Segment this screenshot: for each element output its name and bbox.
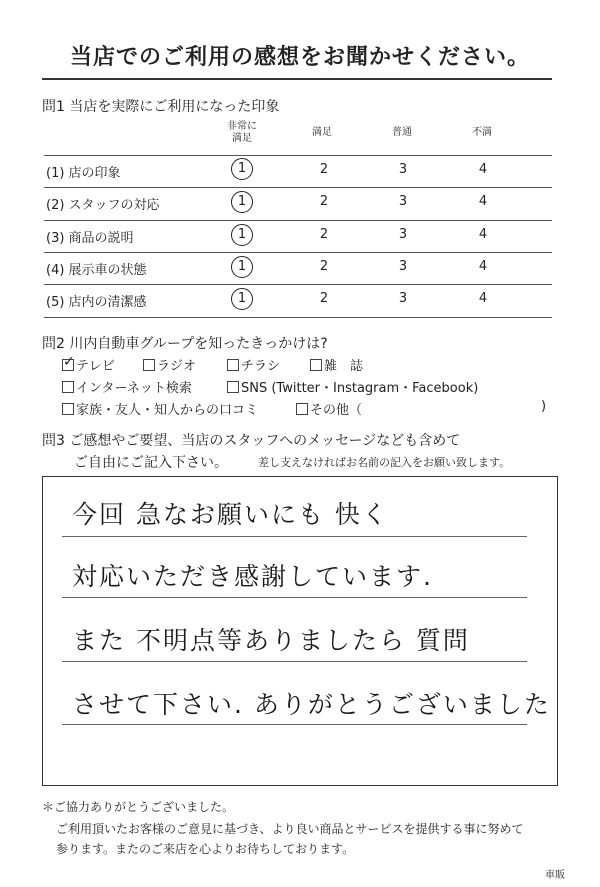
row-label-product-explanation: (3) 商品の説明	[46, 231, 134, 246]
rating-3[interactable]: 3	[398, 291, 408, 306]
row-divider	[44, 220, 552, 221]
option-tv[interactable]: ✓ テレビ	[63, 354, 115, 374]
row-label-store-cleanliness: (5) 店内の清潔感	[46, 295, 147, 310]
rating-4[interactable]: 4	[478, 227, 488, 242]
col-header-neutral: 普通	[392, 127, 412, 138]
form-title: 当店でのご利用の感想をお聞かせください。	[69, 45, 530, 70]
footer-line2: ご利用頂いたお客様のご意見に基づき、より良い商品とサービスを提供する事に努めて	[56, 822, 524, 836]
option-internet-search[interactable]: インターネット検索	[62, 377, 192, 396]
col-header-satisfied: 満足	[312, 127, 332, 138]
rating-2[interactable]: 2	[319, 194, 329, 209]
rating-4[interactable]: 4	[478, 259, 488, 274]
option-word-of-mouth[interactable]: 家族・友人・知人からの口コミ	[62, 399, 258, 418]
checkbox-icon[interactable]	[227, 381, 239, 393]
option-magazine[interactable]: 雑 誌	[310, 355, 363, 374]
option-sns[interactable]: SNS (Twitter・Instagram・Facebook)	[227, 377, 478, 396]
checkbox-icon[interactable]	[62, 381, 74, 393]
q2-label: 問2 川内自動車グループを知ったきっかけは?	[42, 336, 328, 352]
row-label-staff-response: (2) スタッフの対応	[46, 198, 160, 213]
rating-1-selected[interactable]: 1	[231, 191, 253, 213]
q3-line2: ご自由にご記入下さい。	[74, 455, 228, 471]
checkbox-icon[interactable]	[310, 359, 322, 371]
option-other-close-paren: )	[541, 399, 547, 414]
option-flyer[interactable]: チラシ	[227, 355, 280, 374]
handwritten-line-3: また 不明点等ありましたら 質問	[72, 626, 470, 655]
checkbox-checked-icon[interactable]: ✓	[63, 354, 75, 370]
col-header-very-satisfied: 非常に 満足	[227, 121, 257, 144]
option-other[interactable]: その他（	[296, 399, 362, 418]
q3-name-note: 差し支えなければお名前の記入をお願い致します。	[258, 456, 511, 469]
row-divider	[44, 187, 552, 188]
department-label: 車販	[545, 870, 565, 881]
row-divider	[44, 284, 552, 285]
row-label-store-impression: (1) 店の印象	[46, 166, 121, 181]
rating-3[interactable]: 3	[398, 227, 408, 242]
handwritten-line-2: 対応いただき感謝しています.	[72, 562, 433, 591]
comment-rule	[62, 661, 527, 662]
row-divider	[44, 317, 552, 318]
checkbox-icon[interactable]	[227, 359, 239, 371]
rating-4[interactable]: 4	[478, 162, 488, 177]
handwritten-line-4: させて下さい. ありがとうございました	[72, 690, 551, 719]
q3-label: 問3 ご感想やご要望、当店のスタッフへのメッセージなども含めて	[42, 433, 461, 449]
rating-4[interactable]: 4	[478, 194, 488, 209]
handwritten-line-1: 今回 急なお願いにも 快く	[72, 500, 389, 529]
rating-3[interactable]: 3	[398, 194, 408, 209]
rating-1-selected[interactable]: 1	[231, 288, 253, 310]
rating-2[interactable]: 2	[319, 227, 329, 242]
comment-rule	[62, 536, 527, 537]
col-header-dissatisfied: 不満	[472, 127, 492, 138]
rating-3[interactable]: 3	[398, 259, 408, 274]
option-radio[interactable]: ラジオ	[143, 355, 196, 374]
row-divider	[44, 252, 552, 253]
comment-rule	[62, 724, 527, 725]
rating-2[interactable]: 2	[319, 162, 329, 177]
q1-label: 問1 当店を実際にご利用になった印象	[42, 99, 280, 115]
rating-2[interactable]: 2	[319, 291, 329, 306]
row-label-display-car-condition: (4) 展示車の状態	[46, 263, 147, 278]
checkbox-icon[interactable]	[296, 403, 308, 415]
rating-4[interactable]: 4	[478, 291, 488, 306]
comment-rule	[62, 597, 527, 598]
rating-3[interactable]: 3	[398, 162, 408, 177]
rating-1-selected[interactable]: 1	[231, 224, 253, 246]
rating-1-selected[interactable]: 1	[231, 158, 253, 180]
rating-2[interactable]: 2	[319, 259, 329, 274]
footer-thanks: ＊ご協力ありがとうございました。	[42, 800, 235, 814]
rating-1-selected[interactable]: 1	[231, 256, 253, 278]
checkbox-icon[interactable]	[62, 403, 74, 415]
title-rule	[42, 78, 552, 80]
checkbox-icon[interactable]	[143, 359, 155, 371]
row-divider	[44, 155, 552, 156]
footer-line3: 参ります。またのご来店を心よりお待ちしております。	[56, 842, 355, 856]
